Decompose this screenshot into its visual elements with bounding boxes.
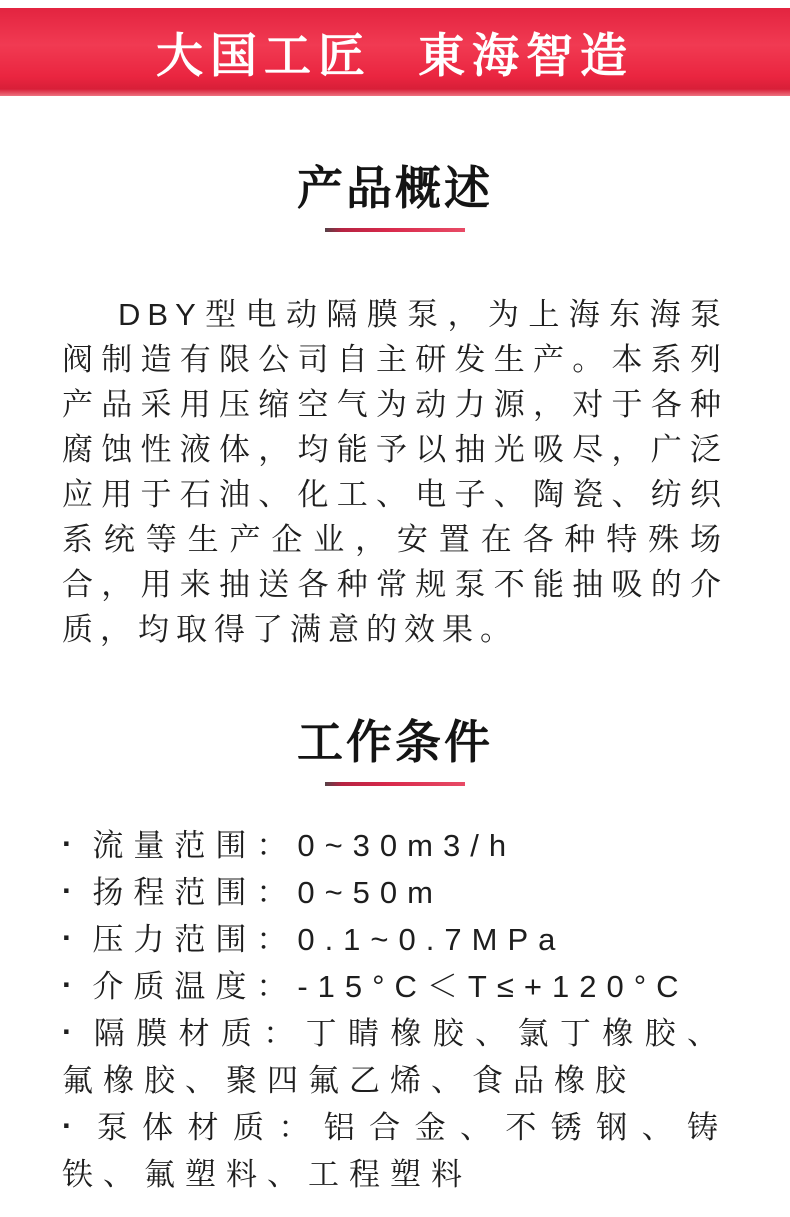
conditions-list <box>62 822 728 1198</box>
bullet-icon: · <box>62 1014 83 1049</box>
section-product-overview <box>0 162 790 652</box>
bullet-icon: · <box>62 967 83 1002</box>
bullet-icon: · <box>62 873 83 908</box>
list-item-text: 压力范围：0.1~0.7MPa <box>92 922 566 957</box>
conditions-section-title: 工作条件 <box>297 716 493 768</box>
list-item-diaphragm-material <box>62 1010 728 1104</box>
banner-title: 大国工匠 東海智造 <box>155 28 635 82</box>
list-item-pump-body-material <box>62 1104 728 1198</box>
red-underline-divider <box>325 782 465 786</box>
section-working-conditions <box>0 716 790 1198</box>
overview-section-title: 产品概述 <box>297 162 493 214</box>
top-banner <box>0 8 790 96</box>
list-item-pressure-range <box>62 916 728 963</box>
list-item-medium-temperature <box>62 963 728 1010</box>
list-item-text: 流量范围：0~30m3/h <box>92 828 517 863</box>
list-item-text: 隔膜材质：丁睛橡胶、氯丁橡胶、氟橡胶、聚四氟乙烯、食品橡胶 <box>62 1016 728 1098</box>
overview-paragraph: DBY型电动隔膜泵，为上海东海泵阀制造有限公司自主研发生产。本系列产品采用压缩空气为动力源，对于各种腐蚀性液体，均能予以抽光吸尽，广泛应用于石油、化工、电子、陶瓷、纺织系统等生产企业，安置在各种特殊场合，用来抽送各种常规泵不能抽吸的介质，均取得了满意的效果。 <box>62 297 728 647</box>
red-underline-divider <box>325 228 465 232</box>
bullet-icon: · <box>62 826 83 861</box>
list-item-head-range <box>62 869 728 916</box>
bullet-icon: · <box>62 1108 83 1143</box>
bullet-icon: · <box>62 920 83 955</box>
list-item-flow-range <box>62 822 728 869</box>
list-item-text: 介质温度：-15°C＜T≤+120°C <box>92 969 689 1004</box>
list-item-text: 泵体材质：铝合金、不锈钢、铸铁、氟塑料、工程塑料 <box>62 1110 728 1192</box>
list-item-text: 扬程范围：0~50m <box>92 875 443 910</box>
